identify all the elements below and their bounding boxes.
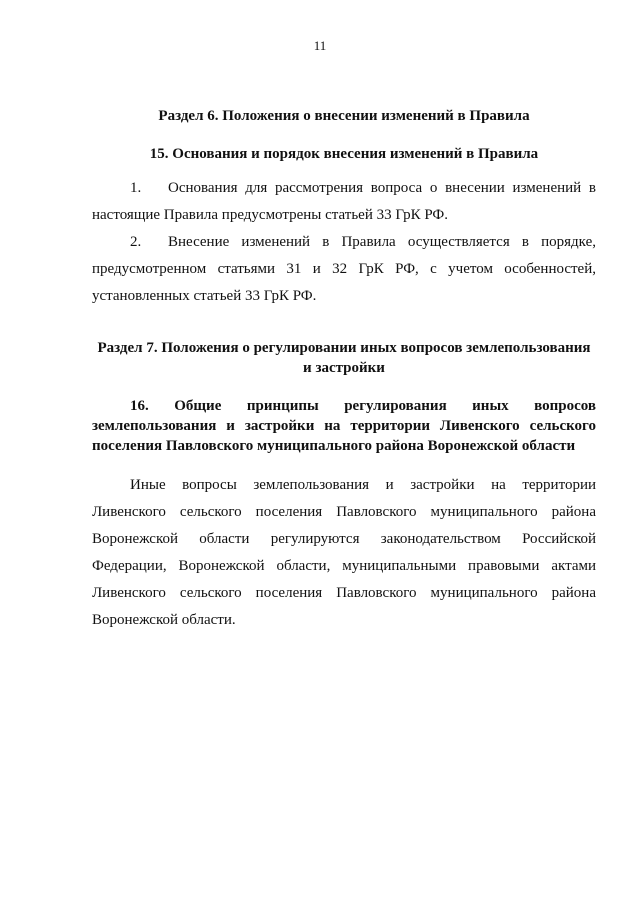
item-text: Основания для рассмотрения вопроса о внесении изменений в настоящие Правила предусмотрены статьей 33 ГрК РФ. [92,180,596,223]
item-number: 2. [130,234,142,250]
section-7-title: Раздел 7. Положения о регулировании иных вопросов землепользования и застройки [97,340,591,376]
item-number: 1. [130,180,142,196]
chapter-15-title: 15. Основания и порядок внесения изменений в Правила [149,146,539,162]
page-content [92,106,596,634]
chapter-16-text: Иные вопросы землепользования и застройки на территории Ливенского сельского поселения Павловского муниципального района Воронежской области регулируются законодательством Российской Федерации, Воронежской области, муниципальными правовыми актами Ливенского сельского поселения Павловского муниципального района Воронежской области. [92,477,596,628]
section-6-title: Раздел 6. Положения о внесении изменений в Правила [158,108,530,124]
chapter-15-items [92,175,596,310]
chapter-15-item-1 [92,175,596,229]
chapter-16-title: 16. Общие принципы регулирования иных вопросов землепользования и застройки на территории Ливенского сельского поселения Павловского муниципального района Воронежской области [92,398,596,454]
item-text: Внесение изменений в Правила осуществляется в порядке, предусмотренном статьями 31 и 32 ГрК РФ, с учетом особенностей, установленных статьей 33 ГрК РФ. [92,234,596,304]
page-number: 11 [313,38,327,53]
chapter-15-item-2 [92,229,596,310]
